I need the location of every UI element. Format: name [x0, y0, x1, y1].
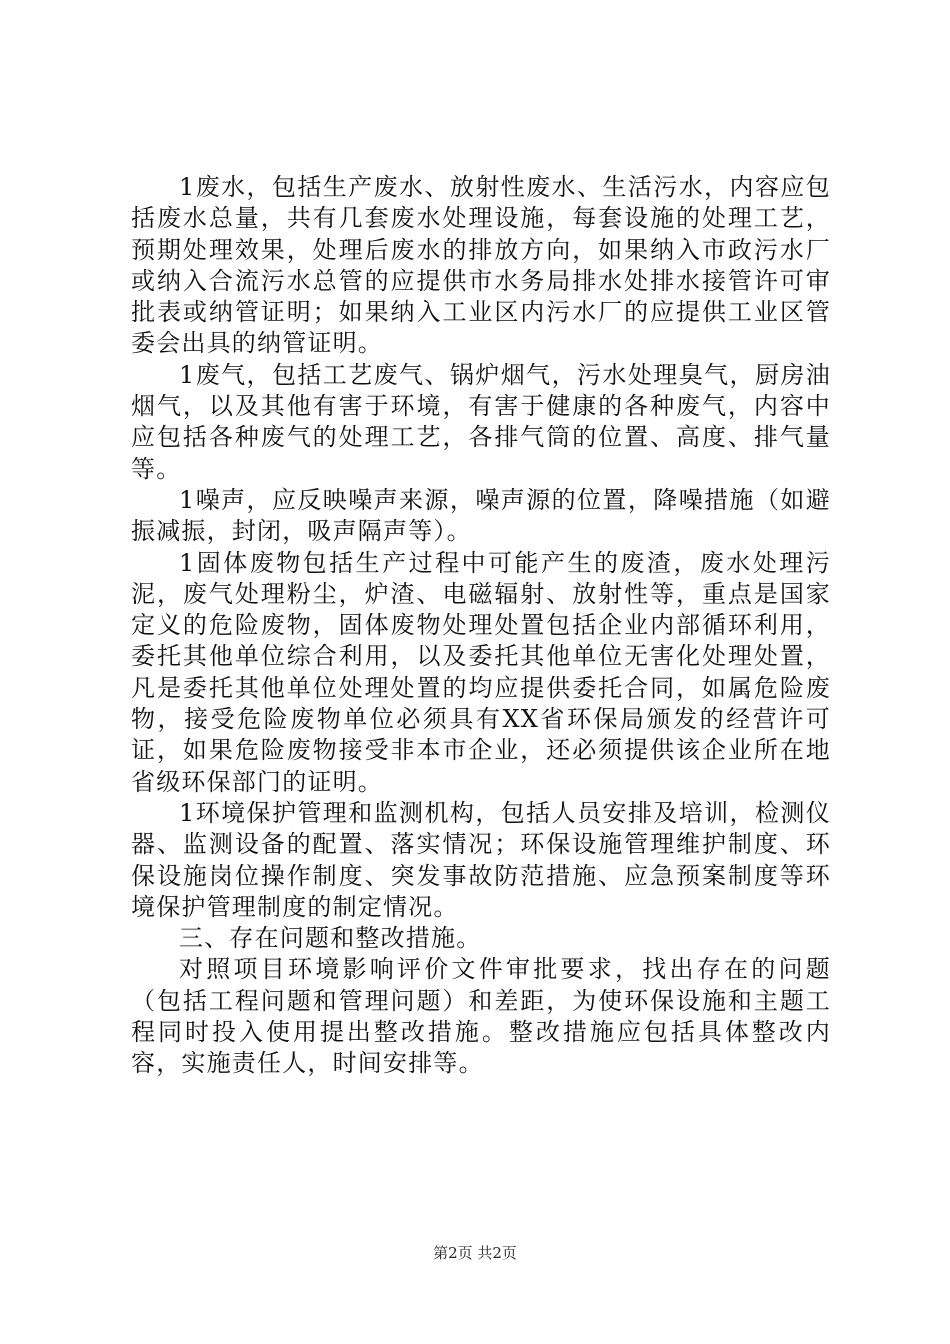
section-heading-problems: 三、存在问题和整改措施。 — [179, 924, 482, 953]
paragraph-rectification: 对照项目环境影响评价文件审批要求，找出存在的问题（包括工程问题和管理问题）和差距，为使环保设施和主题工程同时投入使用提出整改措施。整改措施应包括具体整改内容，实施责任人，时间安排等。 — [131, 955, 831, 1078]
paragraph-solid-waste: 1固体废物包括生产过程中可能产生的废渣，废水处理污泥，废气处理粉尘，炉渣、电磁辐射、放射性等，重点是国家定义的危险废物，固体废物处理处置包括企业内部循环利用，委托其他单位综合利用，以及委托其他单位无害化处理处置，凡是委托其他单位处理处置的均应提供委托合同，如属危险废物，接受危险废物单位必须具有XX省环保局颁发的经营许可证，如果危险废物接受非本市企业，还必须提供该企业所在地省级环保部门的证明。 — [131, 548, 831, 796]
page-number-footer: 第2页 共2页 — [433, 1244, 517, 1262]
document-body — [131, 172, 831, 1080]
paragraph-waste-gas: 1废气，包括工艺废气、锅炉烟气，污水处理臭气，厨房油烟气，以及其他有害于环境，有害于健康的各种废气，内容中应包括各种废气的处理工艺，各排气筒的位置、高度、排气量等。 — [131, 360, 831, 483]
paragraph-environmental-management: 1环境保护管理和监测机构，包括人员安排及培训，检测仪器、监测设备的配置、落实情况；环保设施管理维护制度、环保设施岗位操作制度、突发事故防范措施、应急预案制度等环境保护管理制度的制定情况。 — [131, 798, 831, 921]
paragraph-noise: 1噪声，应反映噪声来源，噪声源的位置，降噪措施（如避振减振，封闭，吸声隔声等）。 — [131, 485, 831, 546]
paragraph-wastewater: 1废水，包括生产废水、放射性废水、生活污水，内容应包括废水总量，共有几套废水处理设施，每套设施的处理工艺，预期处理效果，处理后废水的排放方向，如果纳入市政污水厂或纳入合流污水总管的应提供市水务局排水处排水接管许可审批表或纳管证明；如果纳入工业区内污水厂的应提供工业区管委会出具的纳管证明。 — [131, 173, 831, 358]
